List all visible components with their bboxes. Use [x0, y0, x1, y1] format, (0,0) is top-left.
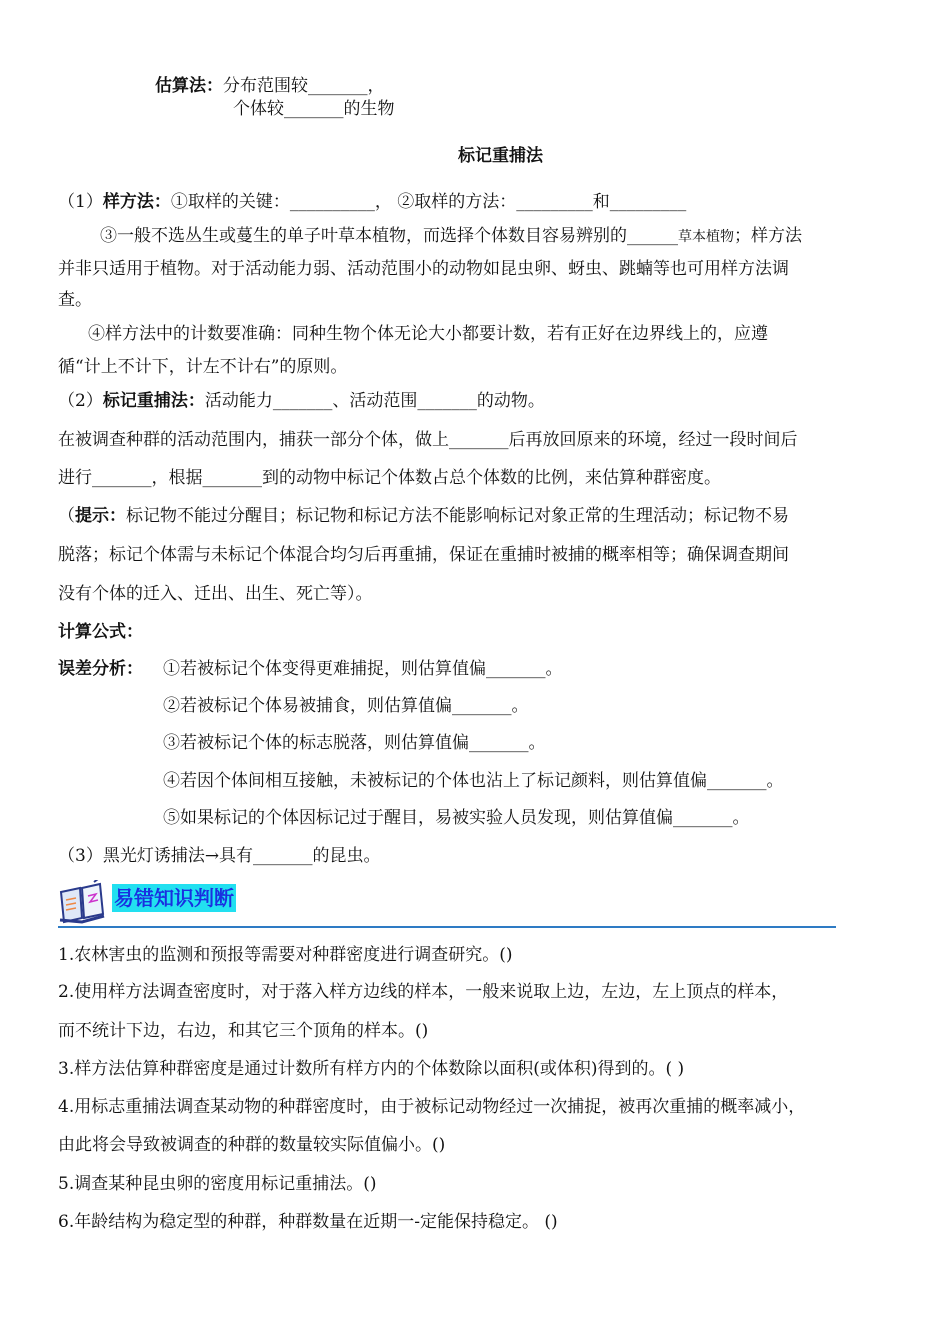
- error-item: ④若因个体间相互接触，未被标记的个体也沾上了标记颜料，则估算值偏_______。: [163, 771, 784, 791]
- question-item: 3.样方法估算种群密度是通过计数所有样方内的个体数除以面积(或体积)得到的。( ): [58, 1059, 685, 1079]
- question-item: 6.年龄结构为稳定型的种群，种群数量在近期一-定能保持稳定。 (): [58, 1212, 558, 1232]
- text: 标记物不能过分醒目；标记物和标记方法不能影响标记对象正常的生理活动；标记物不易: [126, 506, 789, 526]
- page-title: [458, 145, 543, 167]
- error-text: 误差分析：: [58, 659, 143, 679]
- question-item: 4.用标志重捕法调查某动物的种群密度时，由于被标记动物经过一次捕捉，被再次重捕的概率减小，: [58, 1097, 806, 1117]
- quadrat-method-heading: [58, 191, 686, 213]
- estimate-line-2: 个体较_______的生物: [233, 99, 395, 119]
- label: 标记重捕法：: [102, 391, 205, 411]
- text-rest: ；样方法: [734, 226, 802, 246]
- prefix: （1）: [58, 192, 103, 212]
- error-item: ①若被标记个体变得更难捕捉，则估算值偏_______。: [163, 659, 563, 679]
- tip-label: 提示：: [75, 506, 126, 526]
- small-text: 草本植物: [678, 229, 734, 245]
- mark-recapture-line-2: 在被调查种群的活动范围内，捕获一部分个体，做上_______后再放回原来的环境，经过一段时间后: [58, 430, 798, 450]
- error-item: ⑤如果标记的个体因标记过于醒目，易被实验人员发现，则估算值偏_______。: [163, 808, 750, 828]
- tip-line-3: 没有个体的迁入、迁出、出生、死亡等）。: [58, 584, 373, 604]
- paragraph-3-line-3: 查。: [58, 290, 92, 310]
- question-item: 5.调查某种昆虫卵的密度用标记重捕法。(): [58, 1174, 377, 1194]
- paragraph-4-line-2: 循“计上不计下，计左不计右”的原则。: [58, 357, 348, 377]
- black-light-method: （3）黑光灯诱捕法→具有_______的昆虫。: [58, 846, 381, 866]
- paragraph-4-line-1: ④样方法中的计数要准确：同种生物个体无论大小都要计数，若有正好在边界线上的，应遵: [88, 324, 768, 344]
- error-item: ③若被标记个体的标志脱落，则估算值偏_______。: [163, 733, 546, 753]
- question-item: 由此将会导致被调查的种群的数量较实际值偏小。(): [58, 1135, 446, 1155]
- mark-recapture-heading: [58, 390, 545, 412]
- mark-recapture-line-3: 进行_______，根据_______到的动物中标记个体数占总个体数的比例，来估算种群密度。: [58, 468, 721, 488]
- question-item: 1.农林害虫的监测和预报等需要对种群密度进行调查研究。(): [58, 945, 513, 965]
- open-book-icon: [58, 880, 108, 926]
- error-item: ②若被标记个体易被捕食，则估算值偏_______。: [163, 696, 529, 716]
- estimate-line-1: [155, 75, 385, 97]
- text: 活动能力_______、活动范围_______的动物。: [204, 391, 545, 411]
- label: 样方法：: [102, 192, 171, 212]
- title-text: 标记重捕法: [458, 146, 543, 166]
- paren: （: [58, 506, 75, 526]
- section-title: 易错知识判断: [114, 886, 234, 910]
- estimate-label: 估算法：: [155, 76, 223, 96]
- text: ③一般不选丛生或蔓生的单子叶草本植物，而选择个体数目容易辨别的______: [100, 226, 678, 246]
- error-label: [58, 658, 143, 680]
- question-item: 而不统计下边，右边，和其它三个顶角的样本。(): [58, 1021, 429, 1041]
- question-item: 2.使用样方法调查密度时，对于落入样方边线的样本，一般来说取上边，左边，左上顶点的样本，: [58, 982, 789, 1002]
- prefix: （2）: [58, 391, 103, 411]
- section-divider: [58, 926, 836, 928]
- tip-line-1: [58, 505, 789, 527]
- tip-line-2: 脱落；标记个体需与未标记个体混合均匀后再重捕，保证在重捕时被捕的概率相等；确保调查期间: [58, 545, 789, 565]
- formula-label: [58, 621, 143, 643]
- text: ①取样的关键：__________， ②取样的方法：_________和_________: [170, 192, 687, 212]
- paragraph-3-line-2: 并非只适用于植物。对于活动能力弱、活动范围小的动物如昆虫卵、蚜虫、跳蝻等也可用样方法调: [58, 259, 789, 279]
- formula-text: 计算公式：: [58, 622, 143, 642]
- paragraph-3: [100, 225, 802, 248]
- estimate-text: 分布范围较_______，: [223, 76, 385, 96]
